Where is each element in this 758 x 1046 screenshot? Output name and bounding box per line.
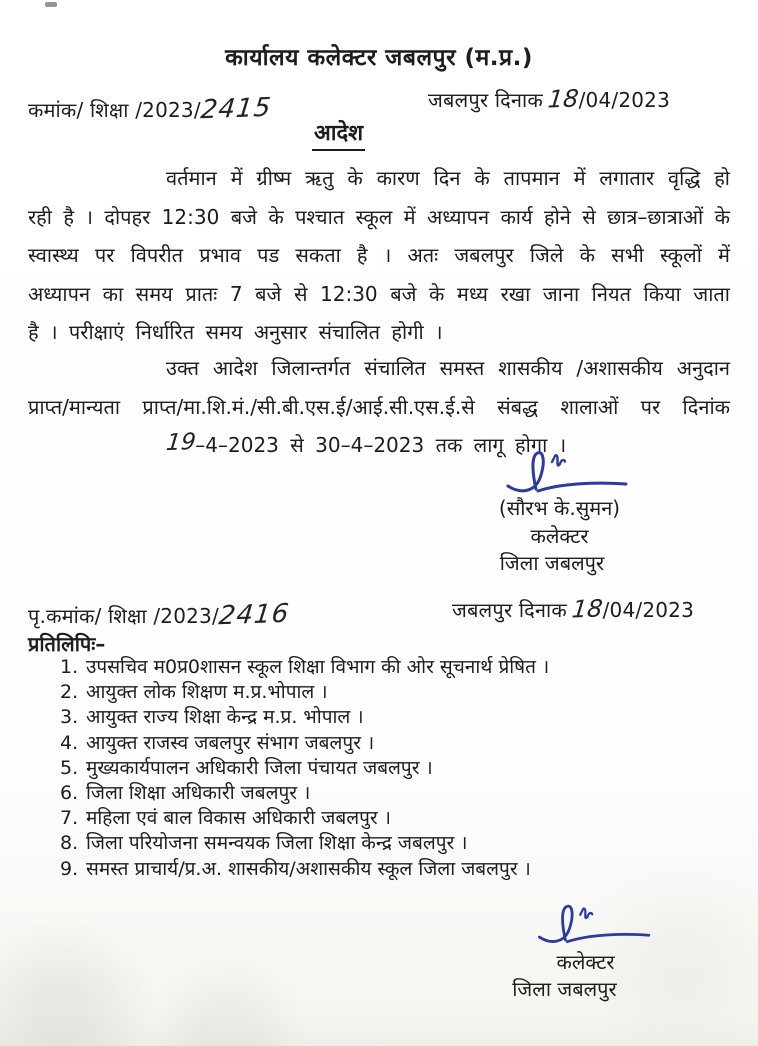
item-text: आयुक्त राज्य शिक्षा केन्द्र म.प्र. भोपाल । xyxy=(86,706,364,729)
collector-signature-icon xyxy=(500,446,638,500)
effective-date-day-handwritten: 19 xyxy=(164,429,198,457)
item-text: आयुक्त लोक शिक्षण म.प्र.भोपाल । xyxy=(86,681,328,704)
date-day-handwritten: 18 xyxy=(546,84,581,114)
date-rest-typed-2: /04/2023 xyxy=(602,598,695,622)
office-title: कार्यालय कलेक्टर जबलपुर (म.प्र.) xyxy=(225,45,533,71)
date-place-label: जबलपुर दिनाक xyxy=(428,88,543,112)
scan-smudge xyxy=(45,2,57,7)
copy-list-item xyxy=(60,781,710,806)
copy-list-item xyxy=(60,806,710,831)
copy-list-item xyxy=(60,731,710,756)
copy-to-label: प्रतिलिपिः– xyxy=(28,632,106,656)
date-day-handwritten-2: 18 xyxy=(570,594,605,624)
item-text: जिला परियोजना समन्वयक जिला शिक्षा केन्द्र जबलपुर । xyxy=(86,832,468,855)
endorsement-reference-handwritten: 2416 xyxy=(217,598,291,632)
order-paragraph-2-text-after: –4–2023 से 30–4–2023 तक लागू होगा । xyxy=(195,433,567,457)
item-text: समस्त प्राचार्य/प्र.अ. शासकीय/अशासकीय स्कूल जिला जबलपुर । xyxy=(86,857,531,880)
item-number: 7. xyxy=(60,807,79,830)
signatory-designation-2: कलेक्टर xyxy=(556,950,615,974)
signatory-place-2: जिला जबलपुर xyxy=(512,977,617,1001)
copy-list-item xyxy=(60,857,710,882)
copy-list-item xyxy=(60,655,710,680)
item-number: 1. xyxy=(60,656,79,678)
reference-number-typed: कमांक/ शिक्षा /2023/ xyxy=(28,98,201,122)
item-text: आयुक्त राजस्व जबलपुर संभाग जबलपुर । xyxy=(86,731,375,754)
item-number: 4. xyxy=(60,731,79,754)
item-number: 6. xyxy=(60,782,79,805)
item-number: 5. xyxy=(60,756,79,779)
copy-to-list xyxy=(60,655,710,882)
item-number: 3. xyxy=(60,706,79,729)
item-text: उपसचिव म0प्र0शासन स्कूल शिक्षा विभाग की ओर सूचनार्थ प्रेषित । xyxy=(86,656,550,678)
order-paragraph-1: वर्तमान में ग्रीष्म ऋतु के कारण दिन के तापमान में लगातार वृद्धि हो रही है । दोपहर 12:30 बजे के पश्चात स्कूल में अध्यापन कार्य होने से छात्र–छात्राओं के स्वास्थ्य पर विपरीत प्रभाव पड सकता है । अतः जबलपुर जिले के सभी स्कूलों में अध्यापन का समय प्रातः 7 बजे से 12:30 बजे के मध्य रखा जाना नियत किया जाता है । परीक्षाएं निर्धारित समय अनुसार संचालित होगी । xyxy=(28,166,730,344)
item-text: महिला एवं बाल विकास अधिकारी जबलपुर । xyxy=(86,807,391,830)
order-heading: आदेश xyxy=(312,117,365,151)
item-number: 8. xyxy=(60,832,79,855)
collector-signature-icon-2 xyxy=(532,898,660,952)
date-line-endorsement xyxy=(452,596,694,623)
reference-number-line xyxy=(28,92,273,126)
date-rest-typed: /04/2023 xyxy=(578,88,671,112)
copy-list-item xyxy=(60,756,710,781)
item-text: मुख्यकार्यपालन अधिकारी जिला पंचायत जबलपुर । xyxy=(86,756,433,779)
reference-number-handwritten: 2415 xyxy=(199,92,273,126)
item-number: 9. xyxy=(60,857,79,880)
copy-list-item xyxy=(60,705,710,730)
order-paragraph-2-text-before: उक्त आदेश जिलान्तर्गत संचालित समस्त शासकीय /अशासकीय अनुदान प्राप्त/मान्यता प्राप्त/मा.शि.मं./सी.बी.एस.ई/आई.सी.एस.ई.से संबद्ध शालाओं पर दिनांक xyxy=(28,356,730,419)
signatory-name: (सौरभ के.सुमन) xyxy=(498,496,621,520)
signatory-place: जिला जबलपुर xyxy=(499,551,605,575)
copy-list-item xyxy=(60,680,710,705)
copy-list-item xyxy=(60,831,710,856)
date-place-label-2: जबलपुर दिनाक xyxy=(452,598,567,622)
date-line-top xyxy=(428,86,670,113)
signatory-designation: कलेक्टर xyxy=(530,524,589,548)
endorsement-reference-line xyxy=(28,598,291,632)
item-text: जिला शिक्षा अधिकारी जबलपुर । xyxy=(86,782,311,805)
endorsement-reference-typed: पृ.कमांक/ शिक्षा /2023/ xyxy=(28,604,219,628)
item-number: 2. xyxy=(60,681,79,704)
